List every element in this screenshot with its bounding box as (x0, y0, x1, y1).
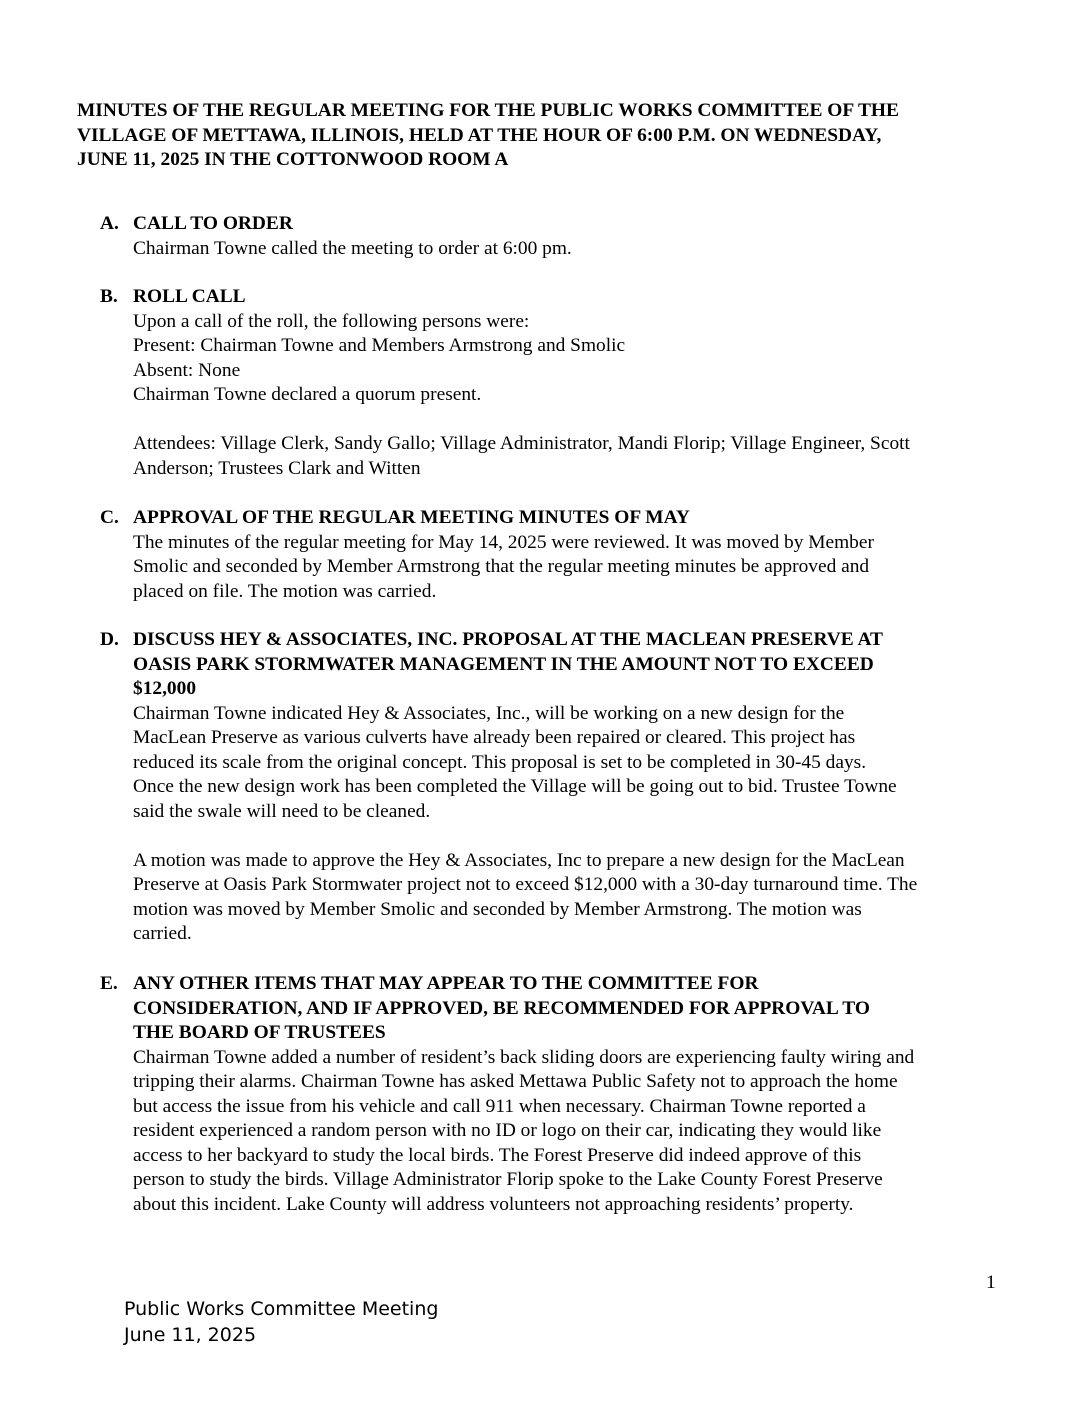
body-line: Attendees: Village Clerk, Sandy Gallo; Village Administrator, Mandi Florip; Village Engineer, Scott (133, 433, 910, 454)
body-line: Once the new design work has been completed the Village will be going out to bid. Trustee Towne (133, 776, 897, 797)
body-line: Chairman Towne added a number of resident’s back sliding doors are experiencing faulty wiring and (133, 1046, 915, 1068)
body-line: carried. (133, 923, 192, 944)
page-number: 1 (986, 1272, 996, 1293)
section-body (133, 310, 1000, 482)
title-line: VILLAGE OF METTAWA, ILLINOIS, HELD AT THE HOUR OF 6:00 P.M. ON WEDNESDAY, (77, 124, 882, 146)
section-hey-associates-proposal (100, 628, 1000, 947)
section-body (133, 531, 1000, 605)
body-line: motion was moved by Member Smolic and seconded by Member Armstrong. The motion was (133, 898, 862, 920)
section-body (133, 237, 1000, 262)
heading-line: CONSIDERATION, AND IF APPROVED, BE RECOMMENDED FOR APPROVAL TO (133, 997, 870, 1019)
body-line: placed on file. The motion was carried. (133, 580, 437, 602)
heading-line: ROLL CALL (133, 286, 246, 307)
section-heading (133, 212, 293, 237)
body-line: said the swale will need to be cleaned. (133, 800, 431, 822)
body-line: Chairman Towne called the meeting to order at 6:00 pm. (133, 237, 572, 259)
heading-line: OASIS PARK STORMWATER MANAGEMENT IN THE AMOUNT NOT TO EXCEED (133, 653, 874, 675)
section-heading (133, 506, 690, 531)
heading-line: ANY OTHER ITEMS THAT MAY APPEAR TO THE COMMITTEE FOR (133, 973, 759, 994)
section-body (133, 1046, 1000, 1218)
body-line: A motion was made to approve the Hey & Associates, Inc to prepare a new design for the MacLean (133, 849, 905, 871)
body-line: Anderson; Trustees Clark and Witten (133, 457, 421, 479)
body-line: Absent: None (133, 359, 241, 381)
section-body (133, 702, 1000, 947)
body-line: Upon a call of the roll, the following persons were: (133, 310, 530, 332)
title-line: MINUTES OF THE REGULAR MEETING FOR THE PUBLIC WORKS COMMITTEE OF THE (77, 100, 899, 121)
body-line: about this incident. Lake County will address volunteers not approaching residents’ property. (133, 1193, 854, 1215)
section-call-to-order (100, 212, 1000, 261)
body-line: Smolic and seconded by Member Armstrong that the regular meeting minutes be approved and (133, 556, 870, 577)
section-heading (133, 628, 883, 702)
heading-line: THE BOARD OF TRUSTEES (133, 1022, 386, 1043)
section-heading (133, 972, 870, 1046)
body-line: person to study the birds. Village Administrator Florip spoke to the Lake County Forest Preserve (133, 1169, 883, 1190)
body-line: reduced its scale from the original concept. This proposal is set to be completed in 30-45 days. (133, 751, 867, 773)
section-heading (133, 285, 246, 310)
title-line: JUNE 11, 2025 IN THE COTTONWOOD ROOM A (77, 149, 509, 170)
heading-line: APPROVAL OF THE REGULAR MEETING MINUTES OF MAY (133, 507, 690, 528)
body-line: Preserve at Oasis Park Stormwater project not to exceed $12,000 with a 30-day turnaround time. The (133, 874, 918, 895)
section-letter: B. (100, 286, 118, 307)
footer-title: Public Works Committee Meeting (124, 1298, 439, 1320)
body-line: MacLean Preserve as various culverts have already been repaired or cleared. This project has (133, 727, 856, 748)
footer-date: June 11, 2025 (124, 1324, 257, 1346)
section-letter: A. (100, 213, 119, 234)
body-line: Chairman Towne indicated Hey & Associates, Inc., will be working on a new design for the (133, 702, 845, 724)
body-line: Chairman Towne declared a quorum present. (133, 384, 482, 405)
body-line: tripping their alarms. Chairman Towne has asked Mettawa Public Safety not to approach the home (133, 1071, 898, 1092)
section-other-items (100, 972, 1000, 1217)
document-title (77, 99, 1007, 173)
body-line: The minutes of the regular meeting for May 14, 2025 were reviewed. It was moved by Member (133, 531, 874, 553)
heading-line: CALL TO ORDER (133, 213, 293, 234)
section-letter: D. (100, 629, 119, 650)
page-footer (124, 1296, 438, 1348)
section-approval-of-minutes (100, 506, 1000, 604)
body-line: resident experienced a random person with no ID or logo on their car, indicating they would like (133, 1120, 882, 1141)
heading-line: $12,000 (133, 678, 197, 699)
section-letter: C. (100, 507, 119, 528)
body-line: access to her backyard to study the local birds. The Forest Preserve did indeed approve of this (133, 1144, 862, 1166)
body-line: Present: Chairman Towne and Members Armstrong and Smolic (133, 335, 626, 356)
section-letter: E. (100, 973, 118, 994)
body-line: but access the issue from his vehicle and call 911 when necessary. Chairman Towne reported a (133, 1095, 866, 1117)
section-roll-call (100, 285, 1000, 481)
heading-line: DISCUSS HEY & ASSOCIATES, INC. PROPOSAL AT THE MACLEAN PRESERVE AT (133, 629, 883, 650)
